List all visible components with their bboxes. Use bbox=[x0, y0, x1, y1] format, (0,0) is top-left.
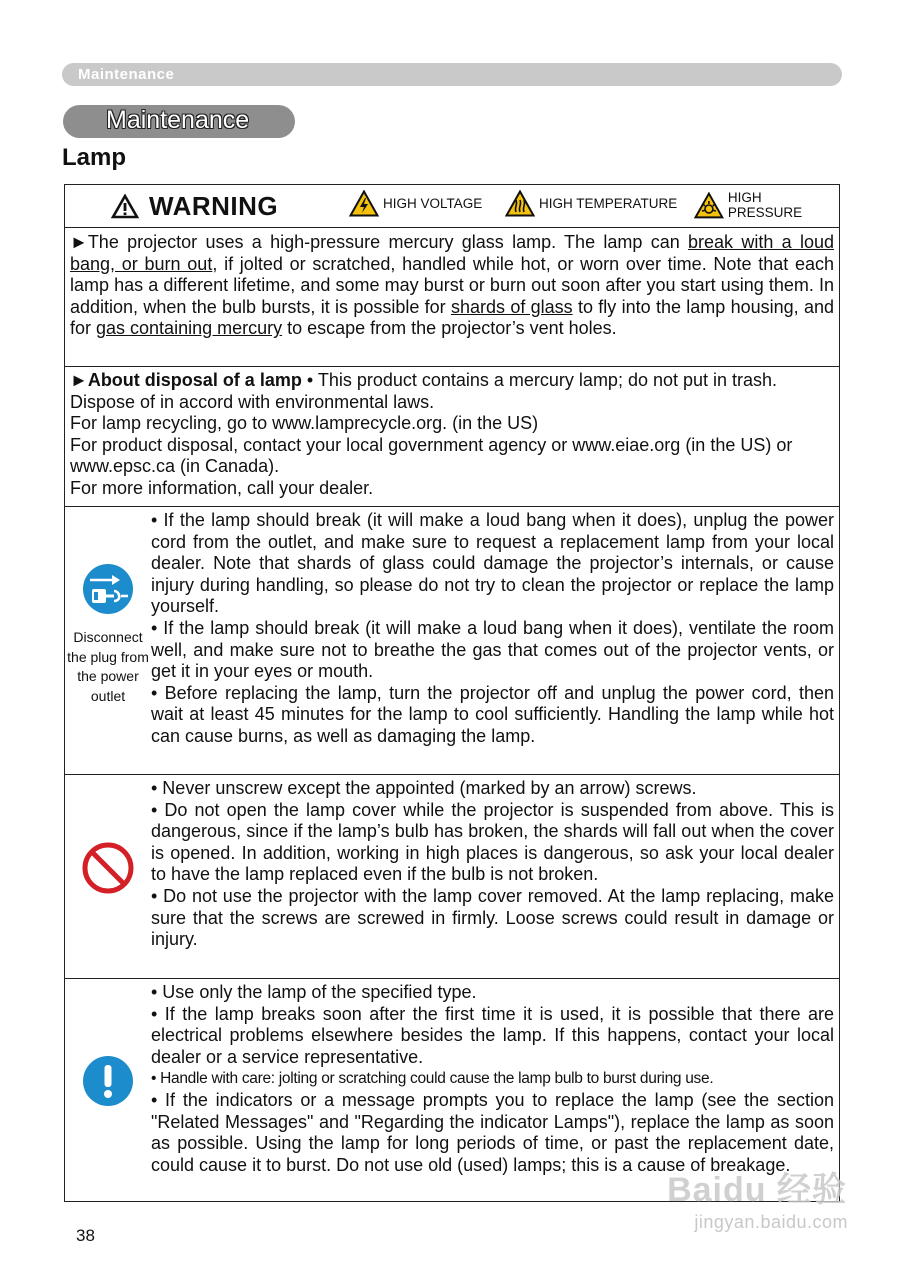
warning-heading bbox=[111, 191, 278, 222]
intro-row bbox=[65, 227, 839, 366]
intro-text: , if jolted or scratched, handled while hot, or worn over time. Note that each lamp has a different lifetime, and some may burst or burn out soon after you start using them. In addition, when the bulb bursts, it is possible for bbox=[70, 253, 834, 317]
bullet-item: • Handle with care: jolting or scratching could cause the lamp bulb to burst during use. bbox=[151, 1070, 714, 1088]
bullet-item: • Do not open the lamp cover while the projector is suspended from above. This is dangerous, since if the lamp’s bulb has broken, the shards will fall out when the cover is opened. In addition, working in high places is dangerous, so ask your local dealer to have the lamp replaced even if the bulb is not broken. bbox=[151, 799, 834, 885]
running-header-bar bbox=[62, 63, 842, 86]
intro-text: ►The projector uses a high-pressure mercury glass lamp. The lamp can bbox=[70, 232, 689, 252]
mandatory-text bbox=[151, 982, 834, 1176]
section-label-pill bbox=[63, 105, 295, 138]
intro-text: to escape from the projector’s vent holes. bbox=[282, 318, 617, 339]
bullet-item: • Before replacing the lamp, turn the projector off and unplug the power cord, then wait at least 45 minutes for the lamp to cool sufficiently. Handling the lamp while hot can cause burns, as well as damaging the lamp. bbox=[151, 682, 834, 746]
unplug-caption: Disconnect the plug from the power outlet bbox=[67, 629, 149, 704]
bullet-item: • If the lamp breaks soon after the first time it is used, it is possible that there are electrical problems elsewhere besides the lamp. If this happens, contact your local dealer or a service representative. bbox=[151, 1003, 834, 1067]
disposal-line: • This product contains a mercury lamp; do not put in trash. Dispose of in accord with environmental laws. bbox=[70, 370, 778, 412]
hazard-high-voltage bbox=[349, 190, 482, 217]
bullet-item: • Do not use the projector with the lamp cover removed. At the lamp replacing, make sure that the screws are screwed in firmly. Loose screws could result in damage or injury. bbox=[151, 885, 834, 950]
disposal-paragraph bbox=[70, 370, 834, 500]
page-number: 38 bbox=[76, 1226, 95, 1245]
warning-triangle-icon bbox=[111, 194, 139, 219]
unplug-row bbox=[65, 506, 839, 774]
prohibited-icon-column bbox=[65, 841, 151, 900]
watermark-logo: Baidu 经验 bbox=[667, 1171, 847, 1209]
section-label: Maintenance bbox=[106, 106, 250, 134]
high-pressure-icon bbox=[694, 192, 724, 219]
prohibited-text bbox=[151, 778, 834, 951]
prohibited-row bbox=[65, 774, 839, 978]
prohibited-icon bbox=[81, 841, 135, 895]
hazard-high-temperature bbox=[505, 190, 677, 217]
disconnect-plug-icon bbox=[82, 563, 134, 615]
running-header-title: Maintenance bbox=[78, 66, 175, 83]
intro-underlined-text: gas containing mercury bbox=[96, 318, 283, 339]
bullet-item: • If the lamp should break (it will make a loud bang when it does), ventilate the room well, and make sure not to breathe the gas that comes out of the projector vents, or get it in your eyes or mouth. bbox=[151, 617, 834, 682]
disposal-line: For product disposal, contact your local government agency or www.eiae.org (in the US) or www.epsc.ca (in Canada). bbox=[70, 434, 793, 477]
warning-box bbox=[64, 184, 840, 1202]
exclamation-icon bbox=[82, 1055, 134, 1107]
watermark-url: jingyan.baidu.com bbox=[694, 1212, 848, 1232]
bullet-item: • If the lamp should break (it will make a loud bang when it does), unplug the power cord from the outlet, and make sure to request a replacement lamp from your local dealer. Note that shards of glass could damage the projector’s internals, or cause injury during handling, so please do not try to clean the projector or replace the lamp yourself. bbox=[151, 510, 834, 617]
bullet-item: • Never unscrew except the appointed (marked by an arrow) screws. bbox=[151, 778, 697, 798]
intro-underlined-text: shards of glass bbox=[450, 296, 573, 317]
disposal-heading: ►About disposal of a lamp bbox=[70, 370, 302, 390]
unplug-text bbox=[151, 510, 834, 748]
high-temperature-icon bbox=[505, 190, 535, 217]
unplug-icon-column bbox=[65, 563, 151, 706]
page-title: Lamp bbox=[62, 144, 127, 171]
intro-text: to fly into the lamp housing, and for bbox=[70, 296, 834, 339]
intro-paragraph bbox=[70, 232, 834, 340]
warning-header-row bbox=[65, 185, 839, 227]
hazard-high-pressure bbox=[694, 190, 839, 220]
bullet-item: • If the indicators or a message prompts you to replace the lamp (see the section "Related Messages" and "Regarding the indicator Lamps"), replace the lamp as soon as possible. Using the lamp for long periods of time, or past the replacement date, could cause it to burst. Do not use old (used) lamps; this is a cause of breakage. bbox=[151, 1089, 834, 1175]
disposal-line: For lamp recycling, go to www.lamprecycle.org. (in the US) bbox=[70, 413, 539, 434]
disposal-line: For more information, call your dealer. bbox=[70, 477, 374, 498]
high-voltage-icon bbox=[349, 190, 379, 217]
intro-underlined-text: break with a loud bang, or burn out bbox=[70, 232, 834, 274]
bullet-item: • Use only the lamp of the specified type. bbox=[151, 982, 477, 1002]
hazard-label: HIGH TEMPERATURE bbox=[539, 196, 678, 211]
hazard-label: HIGH PRESSURE bbox=[727, 190, 803, 220]
hazard-label: HIGH VOLTAGE bbox=[383, 196, 483, 211]
mandatory-icon-column bbox=[65, 1055, 151, 1112]
disposal-row bbox=[65, 366, 839, 506]
warning-title: WARNING bbox=[149, 191, 279, 221]
